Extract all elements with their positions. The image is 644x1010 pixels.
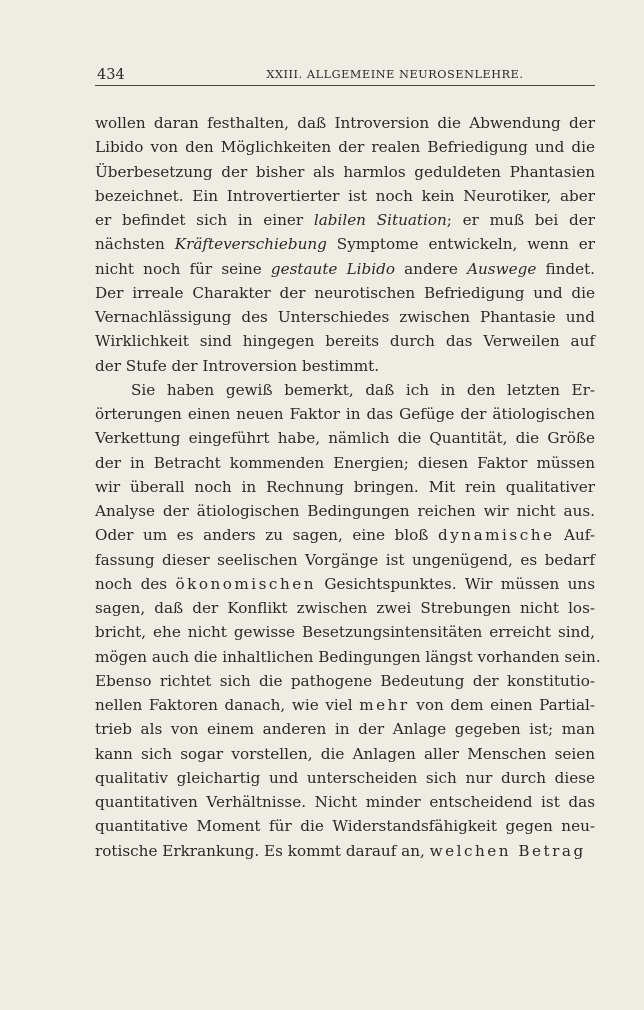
- text-segment: Oder um es anders zu sagen, eine bloß: [95, 526, 438, 545]
- text-line: [95, 814, 595, 838]
- text-line: [95, 451, 595, 475]
- italic-emphasis: Kräfteverschiebung: [174, 235, 327, 254]
- text-line: [95, 766, 595, 790]
- text-segment: Verkettung eingeführt habe, nämlich die Quantität, die Größe: [95, 429, 595, 448]
- text-segment: Auf-: [554, 526, 595, 545]
- italic-emphasis: gestaute Libido: [270, 259, 395, 278]
- text-line: [95, 329, 595, 353]
- text-segment: fassung dieser seelischen Vorgänge ist ungenügend, es bedarf: [95, 550, 595, 569]
- text-line: [95, 669, 595, 693]
- text-segment: Wirklichkeit sind hingegen bereits durch das Verweilen auf: [95, 332, 595, 351]
- text-line: [95, 281, 595, 305]
- text-segment: Überbesetzung der bisher als harmlos geduldeten Phantasien: [95, 162, 595, 181]
- text-line: [95, 232, 595, 256]
- body-text: [95, 111, 601, 863]
- text-line: [95, 184, 595, 208]
- text-segment: der Stufe der Introversion bestimmt.: [95, 356, 380, 375]
- spaced-emphasis: ökonomischen: [175, 574, 316, 593]
- text-line: [95, 208, 595, 232]
- page-header: [95, 63, 595, 86]
- text-line: [95, 717, 595, 741]
- text-line: [95, 426, 595, 450]
- spaced-emphasis: dynamische: [438, 526, 555, 545]
- text-segment: quantitative Moment für die Widerstandsfähigkeit gegen neu-: [95, 817, 595, 836]
- text-segment: nächsten: [95, 235, 175, 254]
- text-line: [95, 354, 595, 378]
- text-segment: Libido von den Möglichkeiten der realen Befriedigung und die: [95, 138, 595, 157]
- page-number: 434: [97, 67, 125, 83]
- running-head: XXIII. ALLGEMEINE NEUROSENLEHRE.: [266, 68, 524, 81]
- text-line: [95, 548, 595, 572]
- text-segment: von dem einen Partial-: [409, 696, 595, 714]
- text-line: [95, 839, 595, 863]
- text-segment: sagen, daß der Konflikt zwischen zwei Strebungen nicht los-: [95, 599, 595, 617]
- text-line: [95, 620, 595, 644]
- italic-emphasis: labilen Situation: [313, 211, 447, 229]
- spaced-emphasis: welchen Betrag: [429, 841, 586, 860]
- text-line: [95, 742, 595, 766]
- italic-emphasis: Auswege: [467, 259, 537, 278]
- text-segment: mögen auch die inhaltlichen Bedingungen längst vorhanden sein.: [95, 647, 601, 666]
- text-segment: er befindet sich in einer: [95, 211, 314, 229]
- text-segment: der in Betracht kommenden Energien; diesen Faktor müssen: [95, 453, 595, 472]
- text-segment: Symptome entwickeln, wenn er: [326, 235, 595, 254]
- text-line: [95, 645, 601, 669]
- text-segment: bricht, ehe nicht gewisse Besetzungsintensitäten erreicht sind,: [95, 623, 595, 642]
- text-line: [95, 572, 595, 596]
- text-line: [95, 135, 595, 159]
- text-segment: andere: [394, 259, 468, 278]
- spaced-emphasis: mehr: [359, 696, 410, 714]
- text-line: [95, 257, 595, 281]
- text-segment: findet.: [536, 259, 596, 278]
- text-segment: nicht noch für seine: [95, 259, 271, 278]
- text-segment: qualitativ gleichartig und unterscheiden sich nur durch diese: [95, 768, 595, 787]
- text-segment: trieb als von einem anderen in der Anlage gegeben ist; man: [95, 720, 595, 739]
- text-segment: wir überall noch in Rechnung bringen. Mit rein qualitativer: [95, 477, 595, 496]
- text-segment: Der irreale Charakter der neurotischen Befriedigung und die: [95, 283, 595, 302]
- text-segment: kann sich sogar vorstellen, die Anlagen aller Menschen seien: [95, 744, 595, 763]
- text-segment: quantitativen Verhältnisse. Nicht minder entscheidend ist das: [95, 793, 595, 811]
- text-line: [95, 693, 595, 717]
- text-line: [95, 596, 595, 620]
- text-segment: bezeichnet. Ein Introvertierter ist noch kein Neurotiker, aber: [95, 186, 595, 205]
- text-line: [95, 160, 595, 184]
- text-line: [95, 402, 595, 426]
- text-line: [95, 790, 595, 814]
- text-segment: ; er muß bei der: [446, 211, 595, 229]
- text-line: [95, 499, 595, 523]
- text-line: [95, 475, 595, 499]
- text-segment: nellen Faktoren danach, wie viel: [95, 696, 360, 714]
- text-line: [95, 305, 595, 329]
- text-segment: noch des: [95, 574, 176, 593]
- text-segment: Gesichtspunktes. Wir müssen uns: [316, 574, 596, 593]
- text-segment: Ebenso richtet sich die pathogene Bedeutung der konstitutio-: [95, 671, 595, 690]
- text-segment: Sie haben gewiß bemerkt, daß ich in den letzten Er-: [131, 380, 595, 399]
- text-segment: wollen daran festhalten, daß Introversion die Abwendung der: [95, 114, 595, 132]
- text-segment: rotische Erkrankung. Es kommt darauf an,: [95, 841, 430, 860]
- text-line: [95, 378, 595, 402]
- text-line: [95, 111, 595, 135]
- text-segment: Vernachlässigung des Unterschiedes zwischen Phantasie und: [95, 308, 595, 326]
- text-line: [95, 523, 595, 547]
- text-segment: Analyse der ätiologischen Bedingungen reichen wir nicht aus.: [95, 502, 595, 520]
- text-segment: örterungen einen neuen Faktor in das Gefüge der ätiologischen: [95, 405, 595, 423]
